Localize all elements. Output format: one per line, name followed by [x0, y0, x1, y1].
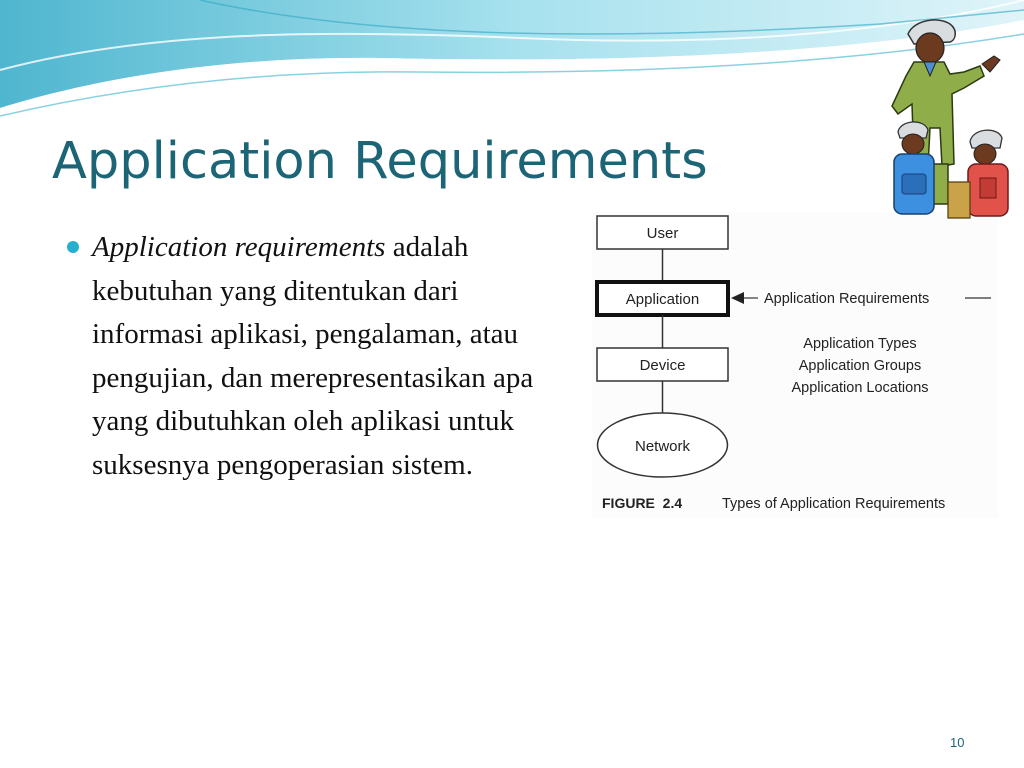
figure-caption-label: FIGURE 2.4: [602, 495, 683, 511]
slide-title: Application Requirements: [52, 132, 708, 191]
type-item: Application Locations: [791, 380, 929, 396]
network-label: Network: [634, 438, 691, 455]
bullet-item: [64, 226, 554, 487]
bullet-text: adalah kebutuhan yang ditentukan dari informasi aplikasi, pengalaman, atau pengujian, dan merepresentasikan apa yang dibutuhkan oleh aplikasi untuk suksesnya pengoperasian sistem.: [92, 231, 534, 481]
device-label: Device: [639, 357, 686, 374]
user-label: User: [646, 225, 679, 242]
bullet-term: Application requirements: [92, 231, 386, 263]
type-item: Application Types: [803, 336, 917, 352]
header-wave-decoration: [0, 0, 1024, 130]
annotation-label: Application Requirements: [764, 291, 930, 307]
type-item: Application Groups: [798, 358, 922, 374]
figure-diagram: [592, 212, 998, 518]
figure-caption-text: Types of Application Requirements: [722, 496, 946, 512]
application-label: Application: [625, 291, 700, 308]
bullet-list: [64, 226, 554, 487]
page-number: 10: [950, 735, 965, 750]
bullet-dot-icon: [67, 241, 79, 253]
arrow-head-icon: [731, 292, 744, 304]
hikers-clipart: [884, 14, 1024, 222]
